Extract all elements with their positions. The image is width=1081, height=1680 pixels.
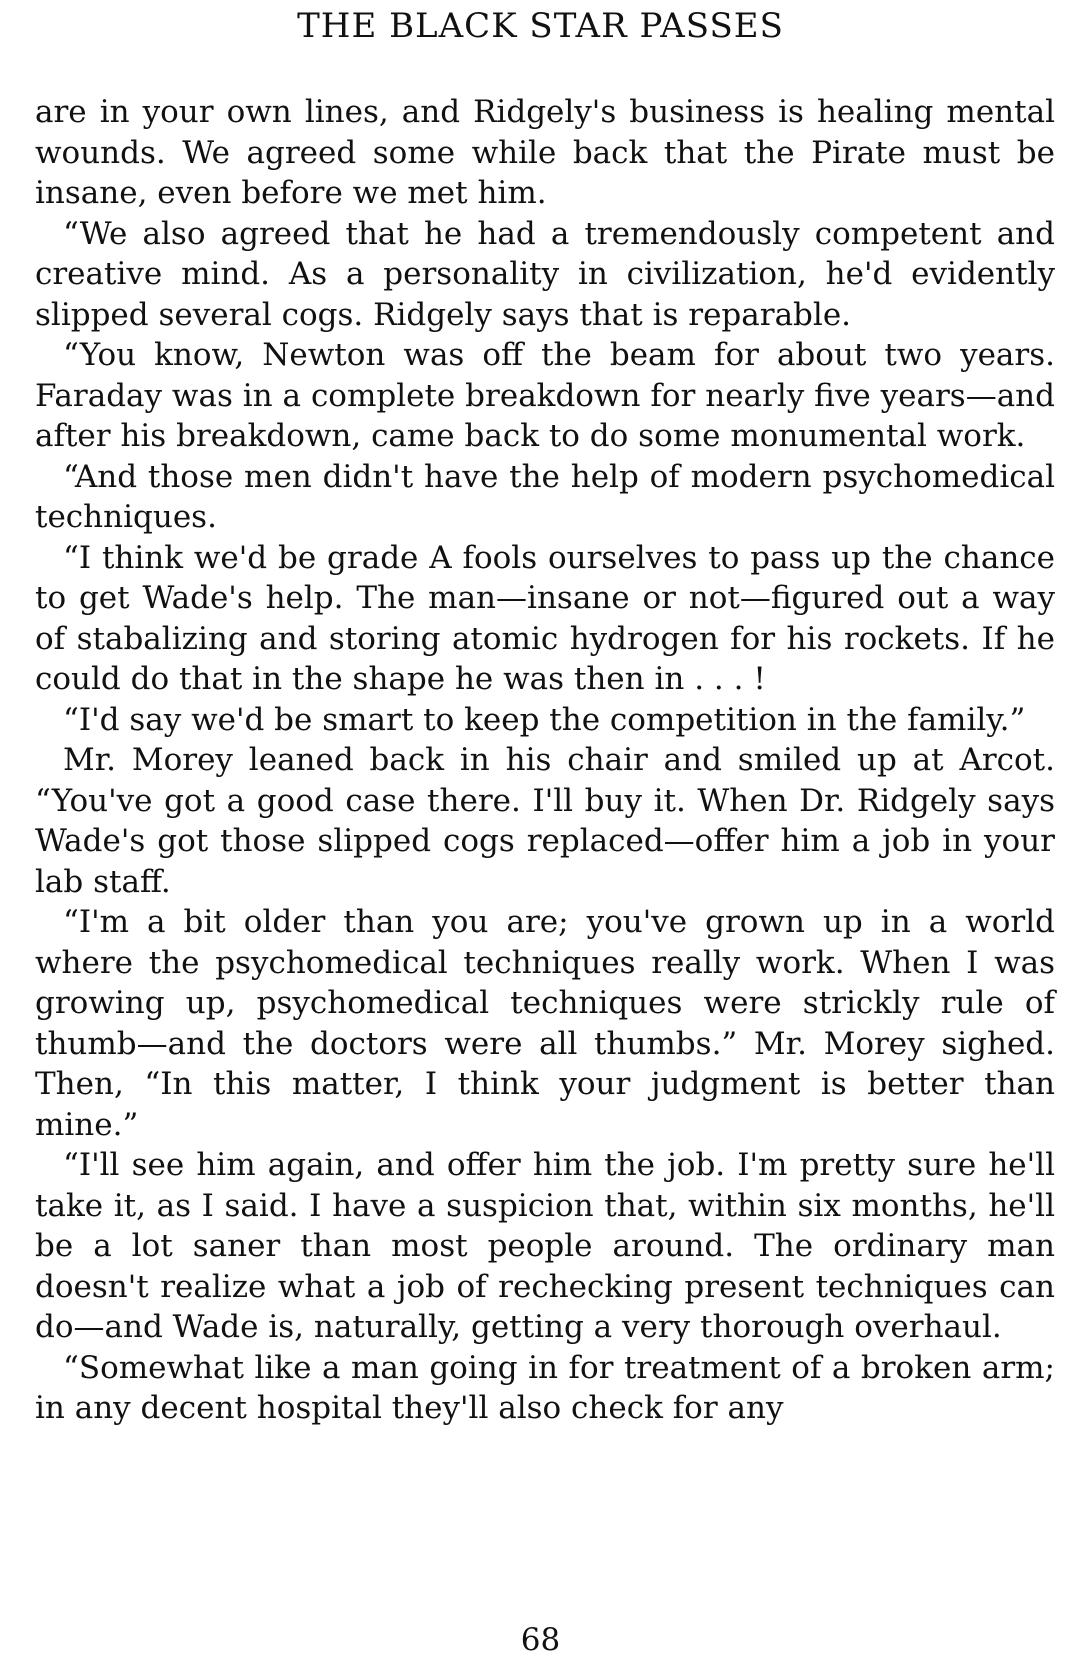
paragraph: “I'm a bit older than you are; you've grown up in a world where the psychomedical techniques really work. When I was growing up, psychomedical techniques were strickly rule of thumb—and the doctors were all thumbs.” Mr. Morey sighed. Then, “In this matter, I think your judgment is better than mine.” (35, 904, 1055, 1143)
page-number: 68 (520, 1622, 561, 1658)
paragraph: “I'd say we'd be smart to keep the competition in the family.” (63, 701, 1026, 738)
paragraph: “And those men didn't have the help of modern psychomedical techniques. (35, 458, 1055, 535)
paragraph: “We also agreed that he had a tremendously competent and creative mind. As a personality in civilization, he'd evidently slipped several cogs. Ridgely says that is reparable. (35, 215, 1055, 333)
paragraph: “Somewhat like a man going in for treatment of a broken arm; in any decent hospital they'll also check for any (35, 1349, 1055, 1426)
paragraph: “I think we'd be grade A fools ourselves to pass up the chance to get Wade's help. The man—insane or not—figured out a way of stabalizing and storing atomic hydrogen for his rockets. If he could do that in the shape he was then in . . . ! (35, 539, 1055, 697)
paragraph: are in your own lines, and Ridgely's business is healing mental wounds. We agreed some while back that the Pirate must be insane, even before we met him. (35, 94, 1055, 211)
paragraph: “You know, Newton was off the beam for about two years. Faraday was in a complete breakdown for nearly five years—and after his breakdown, came back to do some monumental work. (35, 337, 1055, 454)
paragraph: “I'll see him again, and offer him the job. I'm pretty sure he'll take it, as I said. I have a suspicion that, within six months, he'll be a lot saner than most people around. The ordinary man doesn't realize what a job of rechecking present techniques can do—and Wade is, naturally, getting a very thorough overhaul. (35, 1147, 1055, 1345)
paragraph: Mr. Morey leaned back in his chair and smiled up at Arcot. “You've got a good case there. I'll buy it. When Dr. Ridgely says Wade's got those slipped cogs replaced—offer him a job in your lab staff. (35, 742, 1055, 900)
page-body-text (35, 92, 1055, 1429)
running-head-title: THE BLACK STAR PASSES (297, 6, 784, 46)
